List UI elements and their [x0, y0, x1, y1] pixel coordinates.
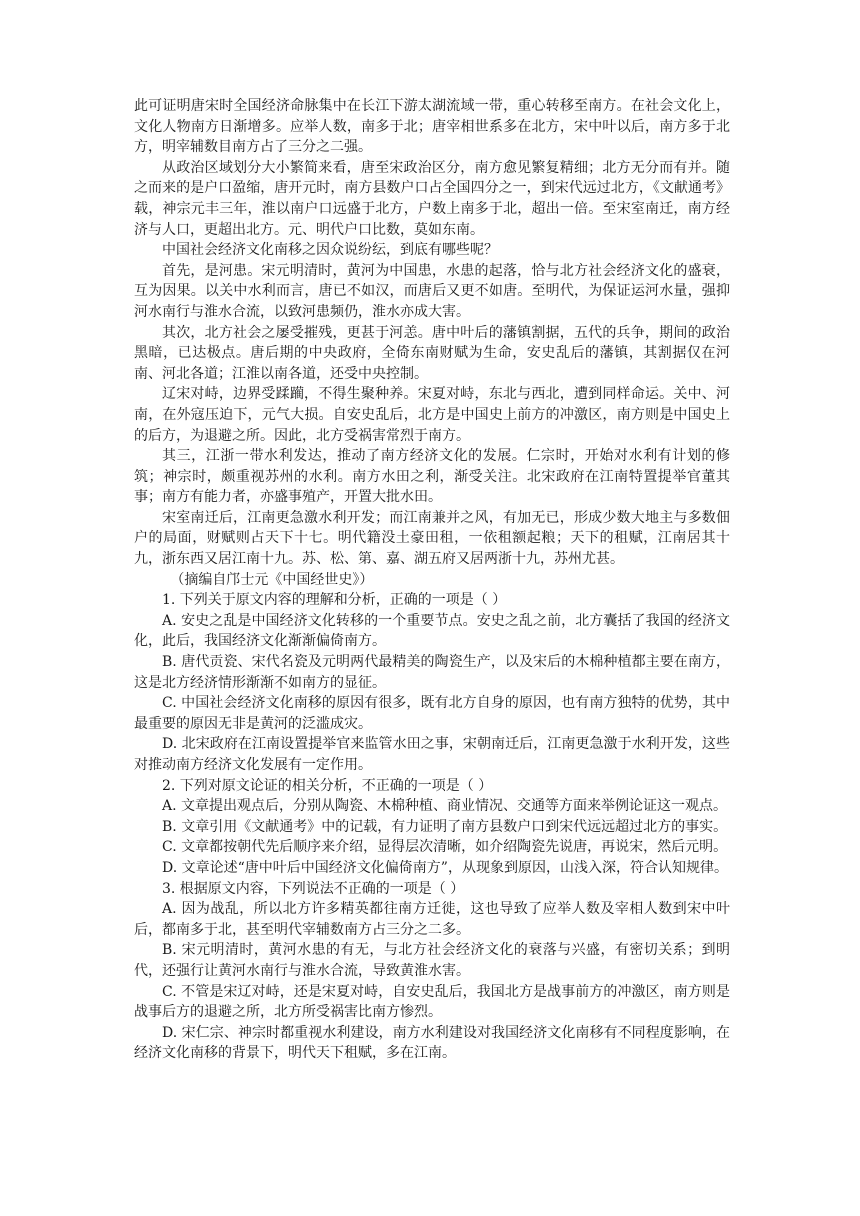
- question-1-option-b: B. 唐代贡瓷、宋代名瓷及元明两代最精美的陶瓷生产，以及宋后的木棉种植都主要在南方，这是北方经济情形渐渐不如南方的显征。: [134, 654, 730, 691]
- question-3-option-a: A. 因为战乱，所以北方许多精英都往南方迁徙，这也导致了应举人数及宰相人数到宋中叶后，都南多于北，甚至明代宰辅数南方占三分之二多。: [134, 901, 730, 938]
- article-paragraph-7: 其三，江浙一带水利发达，推动了南方经济文化的发展。仁宗时，开始对水利有计划的修筑；神宗时，颇重视苏州的水利。南方水田之利，渐受关注。北宋政府在江南特置提举官董其事；南方有能力者，亦盛事殖产，开置大批水田。: [134, 448, 730, 506]
- question-3-stem: 3. 根据原文内容，下列说法不正确的一项是（ ）: [162, 880, 465, 897]
- article-source: （摘编自邝士元《中国经世史》）: [170, 571, 374, 588]
- question-3-option-b: B. 宋元明清时，黄河水患的有无，与北方社会经济文化的衰落与兴盛，有密切关系；到明代，还强行让黄河水南行与淮水合流，导致黄淮水害。: [134, 942, 730, 979]
- article-paragraph-5: 其次，北方社会之屡受摧残，更甚于河恙。唐中叶后的藩镇割据，五代的兵争，期间的政治黑暗，已达极点。唐后期的中央政府，全倚东南财赋为生命，安史乱后的藩镇，其割据仅在河南、河北各道；江淮以南各道，还受中央控制。: [134, 324, 730, 382]
- article-paragraph-8: 宋室南迁后，江南更急激水利开发；而江南兼并之风，有加无已，形成少数大地主与多数佃户的局面，财赋则占天下十七。明代籍没土豪田租，一依租额起粮；天下的租赋，江南居其十九，浙东西又居江南十九。苏、松、第、嘉、湖五府又居两浙十九，苏州尤甚。: [134, 509, 730, 568]
- question-2-stem: 2. 下列对原文论证的相关分析，不正确的一项是（ ）: [162, 777, 493, 794]
- question-2-option-a: A. 文章提出观点后，分别从陶瓷、木棉种植、商业情况、交通等方面来举例论证这一观点。: [162, 798, 728, 815]
- article-paragraph-3: 中国社会经济文化南移之因众说纷纭，到底有哪些呢？: [162, 242, 498, 259]
- article-paragraph-1: 此可证明唐宋时全国经济命脉集中在长江下游太湖流域一带，重心转移至南方。在社会文化上，文化人物南方日渐增多。应举人数，南多于北；唐宰相世系多在北方，宋中叶以后，南方多于北方，明宰辅数目南方占了三分之二强。: [134, 98, 730, 156]
- question-2-option-b: B. 文章引用《文献通考》中的记载，有力证明了南方县数户口到宋代远远超过北方的事实。: [162, 818, 728, 835]
- question-1-stem: 1. 下列关于原文内容的理解和分析，正确的一项是（ ）: [162, 592, 507, 609]
- question-1-option-d: D. 北宋政府在江南设置提举官来监管水田之事，宋朝南迁后，江南更急激于水利开发，这些对推动南方经济文化发展有一定作用。: [134, 736, 730, 773]
- article-paragraph-6: 辽宋对峙，边界受蹂躏，不得生聚种养。宋夏对峙，东北与西北，遭到同样命运。关中、河南，在外寇压迫下，元气大损。自安史乱后，北方是中国史上前方的冲激区，南方则是中国史上的后方，为退避之所。因此，北方受祸害常烈于南方。: [134, 386, 730, 444]
- question-2-option-d: D. 文章论述“唐中叶后中国经济文化偏倚南方”，从现象到原因，山浅入深，符合认知规律。: [162, 859, 728, 876]
- question-3-option-d: D. 宋仁宗、神宗时都重视水利建设，南方水利建设对我国经济文化南移有不同程度影响，在经济文化南移的背景下，明代天下租赋，多在江南。: [134, 1024, 730, 1062]
- document-page: [134, 96, 730, 1064]
- question-1-option-a: A. 安史之乱是中国经济文化转移的一个重要节点。安史之乱之前，北方囊括了我国的经济文化，此后，我国经济文化渐渐偏倚南方。: [134, 612, 730, 650]
- question-1-option-c: C. 中国社会经济文化南移的原因有很多，既有北方自身的原因，也有南方独特的优势，其中最重要的原因无非是黄河的泛滥成灾。: [134, 695, 730, 732]
- question-2-option-c: C. 文章都按朝代先后顺序来介绍，显得层次清晰，如介绍陶瓷先说唐，再说宋，然后元明。: [162, 839, 728, 856]
- article-paragraph-4: 首先，是河患。宋元明清时，黄河为中国患，水患的起落，恰与北方社会经济文化的盛衰，互为因果。以关中水利而言，唐已不如汉，而唐后又更不如唐。至明代，为保证运河水量，强抑河水南行与淮水合流，以致河患频仍，淮水亦成大害。: [134, 262, 730, 320]
- question-3-option-c: C. 不管是宋辽对峙，还是宋夏对峙，自安史乱后，我国北方是战事前方的冲激区，南方则是战事后方的退避之所，北方所受祸害比南方惨烈。: [134, 983, 730, 1021]
- article-paragraph-2: 从政治区域划分大小繁简来看，唐至宋政治区分，南方愈见繁复精细；北方无分而有并。随之而来的是户口盈缩，唐开元时，南方县数户口占全国四分之一，到宋代远过北方，《文献通考》载，神宗元丰三年，淮以南户口远盛于北方，户数上南多于北，超出一倍。至宋室南迁，南方经济与人口，更超出北方。元、明代户口比数，莫如东南。: [134, 159, 730, 238]
